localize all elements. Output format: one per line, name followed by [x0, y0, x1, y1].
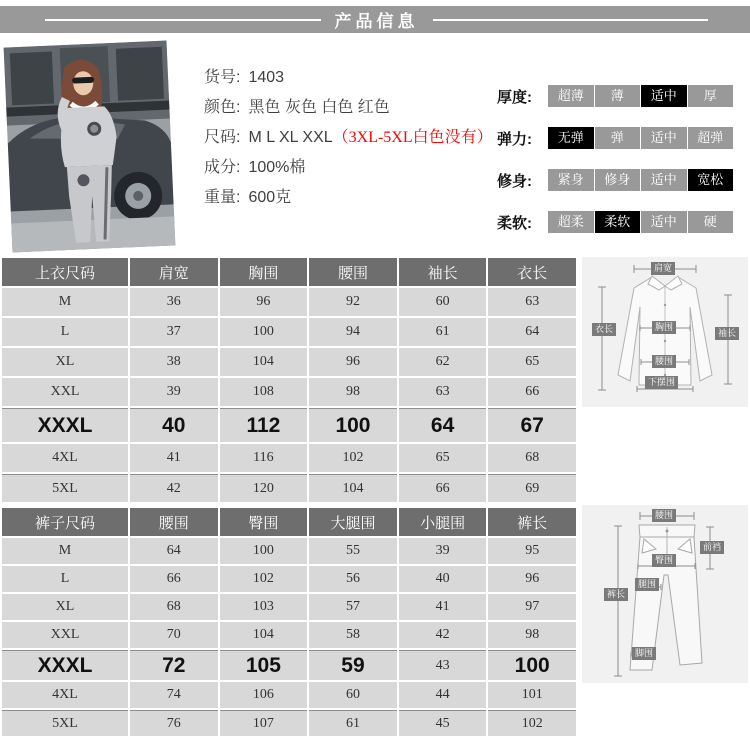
value-cell: 58 — [309, 622, 397, 648]
diagram-label-garment-length: 衣长 — [592, 323, 616, 336]
color-label: 颜色: — [204, 99, 241, 116]
diagram-label-hem: 下摆围 — [645, 376, 678, 389]
attr-row — [497, 169, 733, 191]
size-label-cell: XL — [2, 348, 128, 376]
value-cell: 70 — [130, 622, 218, 648]
attr-option: 超弹 — [688, 127, 734, 149]
size-label-cell: XXL — [2, 378, 128, 406]
size-value: M L XL XXL — [248, 129, 333, 146]
column-header: 腰围 — [130, 508, 218, 536]
attr-option: 紧身 — [548, 169, 594, 191]
size-label-cell: M — [2, 288, 128, 316]
value-cell: 64 — [399, 408, 487, 442]
table-row — [2, 566, 576, 592]
value-cell: 97 — [488, 594, 576, 620]
value-cell: 100 — [488, 650, 576, 680]
table-row — [2, 318, 576, 346]
value-cell: 76 — [130, 710, 218, 736]
table-row — [2, 348, 576, 376]
column-header: 胸围 — [220, 258, 308, 286]
attr-options — [548, 169, 733, 191]
info-row-color — [204, 93, 494, 123]
table-row — [2, 408, 576, 442]
value-cell: 100 — [220, 318, 308, 346]
model-photo-illustration — [4, 41, 176, 253]
value-cell: 103 — [220, 594, 308, 620]
attr-row — [497, 211, 733, 233]
banner-divider-line — [45, 19, 321, 21]
value-cell: 74 — [130, 682, 218, 708]
value-cell: 45 — [399, 710, 487, 736]
value-cell: 59 — [309, 650, 397, 680]
attr-options — [548, 85, 733, 107]
value-cell: 64 — [130, 538, 218, 564]
value-cell: 64 — [488, 318, 576, 346]
value-cell: 61 — [399, 318, 487, 346]
top-size-table — [0, 256, 578, 504]
value-cell: 98 — [309, 378, 397, 406]
value-cell: 40 — [399, 566, 487, 592]
table-row — [2, 682, 576, 708]
product-info-banner — [0, 6, 750, 33]
attr-option: 适中 — [641, 127, 687, 149]
value-cell: 66 — [399, 474, 487, 502]
value-cell: 43 — [399, 650, 487, 680]
size-label-cell: XXL — [2, 622, 128, 648]
value-cell: 60 — [309, 682, 397, 708]
column-header: 衣长 — [488, 258, 576, 286]
info-row-material — [204, 153, 494, 183]
info-row-weight — [204, 183, 494, 213]
value-cell: 96 — [309, 348, 397, 376]
value-cell: 98 — [488, 622, 576, 648]
attr-options — [548, 127, 733, 149]
product-info-list — [204, 63, 494, 213]
table-row — [2, 710, 576, 736]
size-label-cell: L — [2, 318, 128, 346]
item-no-value: 1403 — [248, 69, 285, 86]
attr-option-selected: 适中 — [641, 85, 687, 107]
size-label-cell: 5XL — [2, 474, 128, 502]
column-header: 大腿围 — [309, 508, 397, 536]
value-cell: 104 — [309, 474, 397, 502]
value-cell: 63 — [488, 288, 576, 316]
table-row — [2, 288, 576, 316]
value-cell: 68 — [488, 444, 576, 472]
value-cell: 44 — [399, 682, 487, 708]
value-cell: 61 — [309, 710, 397, 736]
diagram-label-waist: 腰围 — [652, 509, 676, 522]
value-cell: 106 — [220, 682, 308, 708]
value-cell: 41 — [130, 444, 218, 472]
value-cell: 57 — [309, 594, 397, 620]
table-header-row — [2, 508, 576, 536]
diagram-label-pants-length: 裤长 — [604, 588, 628, 601]
diagram-label-leg-opening: 脚围 — [632, 647, 656, 660]
value-cell: 96 — [488, 566, 576, 592]
value-cell: 95 — [488, 538, 576, 564]
value-cell: 37 — [130, 318, 218, 346]
value-cell: 66 — [130, 566, 218, 592]
material-value: 100%棉 — [248, 159, 306, 176]
value-cell: 94 — [309, 318, 397, 346]
material-label: 成分: — [204, 159, 241, 176]
product-photo — [4, 41, 176, 253]
table-header-row — [2, 258, 576, 286]
attr-option: 适中 — [641, 169, 687, 191]
diagram-label-hip: 臀围 — [652, 554, 676, 567]
diagram-label-waist: 腰围 — [652, 355, 676, 368]
column-header: 袖长 — [399, 258, 487, 286]
info-row-item-no — [204, 63, 494, 93]
value-cell: 100 — [309, 408, 397, 442]
pants-size-table — [0, 506, 578, 738]
value-cell: 102 — [488, 710, 576, 736]
attr-row — [497, 85, 733, 107]
value-cell: 100 — [220, 538, 308, 564]
table-row — [2, 538, 576, 564]
attr-option: 超柔 — [548, 211, 594, 233]
value-cell: 63 — [399, 378, 487, 406]
diagram-label-shoulder: 肩宽 — [651, 262, 675, 275]
value-cell: 62 — [399, 348, 487, 376]
value-cell: 107 — [220, 710, 308, 736]
value-cell: 69 — [488, 474, 576, 502]
value-cell: 102 — [309, 444, 397, 472]
size-label-cell: 4XL — [2, 682, 128, 708]
value-cell: 65 — [488, 348, 576, 376]
attr-label: 修身: — [497, 172, 532, 190]
value-cell: 105 — [220, 650, 308, 680]
column-header: 小腿围 — [399, 508, 487, 536]
attr-label: 厚度: — [497, 88, 532, 106]
attr-label: 弹力: — [497, 130, 532, 148]
item-no-label: 货号: — [204, 69, 241, 86]
diagram-label-sleeve: 袖长 — [715, 327, 739, 340]
attr-option: 薄 — [595, 85, 641, 107]
value-cell: 104 — [220, 348, 308, 376]
column-header: 上衣尺码 — [2, 258, 128, 286]
value-cell: 42 — [399, 622, 487, 648]
table-row — [2, 594, 576, 620]
value-cell: 108 — [220, 378, 308, 406]
attribute-scales — [497, 85, 733, 233]
size-label-cell: XXXL — [2, 408, 128, 442]
value-cell: 102 — [220, 566, 308, 592]
value-cell: 42 — [130, 474, 218, 502]
attr-label: 柔软: — [497, 214, 532, 232]
value-cell: 72 — [130, 650, 218, 680]
diagram-label-chest: 胸围 — [652, 321, 676, 334]
table-row — [2, 474, 576, 502]
value-cell: 39 — [130, 378, 218, 406]
attr-options — [548, 211, 733, 233]
column-header: 臀围 — [220, 508, 308, 536]
shirt-measurement-diagram — [582, 257, 748, 407]
value-cell: 41 — [399, 594, 487, 620]
value-cell: 39 — [399, 538, 487, 564]
value-cell: 116 — [220, 444, 308, 472]
size-label-cell: 4XL — [2, 444, 128, 472]
attr-option: 修身 — [595, 169, 641, 191]
attr-option: 适中 — [641, 211, 687, 233]
value-cell: 104 — [220, 622, 308, 648]
attr-option: 硬 — [688, 211, 734, 233]
table-row — [2, 378, 576, 406]
column-header: 裤子尺码 — [2, 508, 128, 536]
value-cell: 68 — [130, 594, 218, 620]
diagram-label-thigh: 腿围 — [635, 578, 659, 591]
attr-option-selected: 柔软 — [595, 211, 641, 233]
attr-option-selected: 无弹 — [548, 127, 594, 149]
attr-row — [497, 127, 733, 149]
size-label-cell: XXXL — [2, 650, 128, 680]
column-header: 肩宽 — [130, 258, 218, 286]
value-cell: 101 — [488, 682, 576, 708]
column-header: 腰围 — [309, 258, 397, 286]
color-value: 黑色 灰色 白色 红色 — [248, 99, 390, 116]
value-cell: 112 — [220, 408, 308, 442]
attr-option: 厚 — [688, 85, 734, 107]
value-cell: 67 — [488, 408, 576, 442]
value-cell: 56 — [309, 566, 397, 592]
diagram-label-front-rise: 前裆 — [700, 541, 724, 554]
table-row — [2, 622, 576, 648]
size-label-cell: L — [2, 566, 128, 592]
size-label: 尺码: — [204, 129, 241, 146]
page-title: 产品信息 — [334, 12, 419, 31]
weight-label: 重量: — [204, 189, 241, 206]
banner-divider-line — [433, 19, 709, 21]
value-cell: 38 — [130, 348, 218, 376]
value-cell: 66 — [488, 378, 576, 406]
value-cell: 96 — [220, 288, 308, 316]
column-header: 裤长 — [488, 508, 576, 536]
value-cell: 40 — [130, 408, 218, 442]
value-cell: 65 — [399, 444, 487, 472]
info-row-size — [204, 123, 494, 153]
value-cell: 92 — [309, 288, 397, 316]
size-label-cell: M — [2, 538, 128, 564]
size-availability-note: （3XL-5XL白色没有） — [332, 129, 493, 146]
weight-value: 600克 — [248, 189, 292, 206]
size-label-cell: 5XL — [2, 710, 128, 736]
attr-option: 弹 — [595, 127, 641, 149]
value-cell: 36 — [130, 288, 218, 316]
size-label-cell: XL — [2, 594, 128, 620]
value-cell: 60 — [399, 288, 487, 316]
value-cell: 120 — [220, 474, 308, 502]
attr-option: 超薄 — [548, 85, 594, 107]
attr-option-selected: 宽松 — [688, 169, 734, 191]
table-row — [2, 650, 576, 680]
table-row — [2, 444, 576, 472]
pants-measurement-diagram — [582, 505, 748, 683]
value-cell: 55 — [309, 538, 397, 564]
